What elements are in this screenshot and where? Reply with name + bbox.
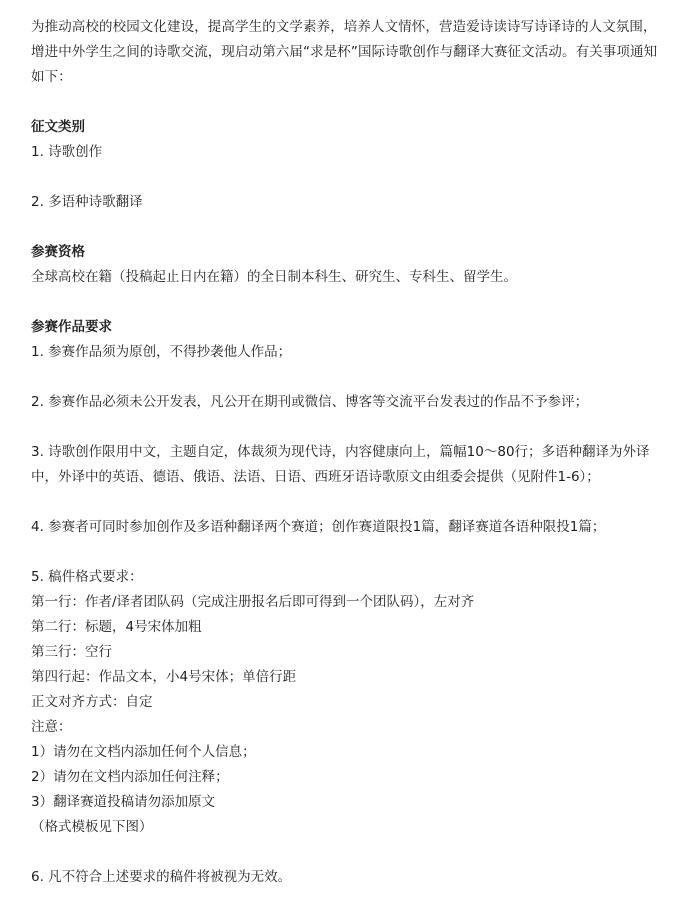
eligibility-heading: 参赛资格 [31,244,85,260]
format-template-note: （格式模板见下图） [31,819,153,835]
spacer [31,490,661,515]
format-line-1: 第一行：作者/译者团队码（完成注册报名后即可得到一个团队码），左对齐 [31,594,475,610]
spacer [31,415,661,440]
format-alignment: 正文对齐方式：自定 [31,694,153,710]
format-requirements-title: 5. 稿件格式要求： [31,569,143,585]
note-item-2: 2）请勿在文档内添加任何注释； [31,769,229,785]
note-item-1: 1）请勿在文档内添加任何个人信息； [31,744,256,760]
requirement-item-6: 6. 凡不符合上述要求的稿件将被视为无效。 [31,869,292,885]
spacer [31,165,661,190]
format-line-3: 第三行：空行 [31,644,112,660]
format-line-2: 第二行：标题，4号宋体加粗 [31,619,202,635]
announcement-document [31,15,661,890]
requirement-item-4: 4. 参赛者可同时参加创作及多语种翻译两个赛道；创作赛道限投1篇，翻译赛道各语种限投1篇； [31,519,606,535]
spacer [31,290,661,315]
category-item-poetry-translation: 2. 多语种诗歌翻译 [31,194,143,210]
requirement-item-2: 2. 参赛作品必须未公开发表，凡公开在期刊或微信、博客等交流平台发表过的作品不予参评； [31,394,589,410]
spacer [31,365,661,390]
category-item-poetry-creation: 1. 诗歌创作 [31,144,103,160]
note-item-3: 3）翻译赛道投稿请勿添加原文 [31,794,216,810]
categories-heading: 征文类别 [31,119,85,135]
requirements-heading: 参赛作品要求 [31,319,112,335]
eligibility-text: 全球高校在籍（投稿起止日内在籍）的全日制本科生、研究生、专科生、留学生。 [31,269,517,285]
spacer [31,840,661,865]
spacer [31,540,661,565]
requirement-item-1: 1. 参赛作品须为原创，不得抄袭他人作品； [31,344,292,360]
note-label: 注意： [31,719,72,735]
requirement-item-3: 3. 诗歌创作限用中文，主题自定，体裁须为现代诗，内容健康向上，篇幅10～80行；多语种翻译为外译中，外译中的英语、德语、俄语、法语、日语、西班牙语诗歌原文由组委会提供（见附件1-6）； [31,444,650,485]
format-line-4: 第四行起：作品文本，小4号宋体；单倍行距 [31,669,297,685]
intro-paragraph: 为推动高校的校园文化建设，提高学生的文学素养，培养人文情怀，营造爱诗读诗写诗译诗的人文氛围，增进中外学生之间的诗歌交流，现启动第六届“求是杯”国际诗歌创作与翻译大赛征文活动。有关事项通知如下： [31,19,658,85]
spacer [31,90,661,115]
spacer [31,215,661,240]
